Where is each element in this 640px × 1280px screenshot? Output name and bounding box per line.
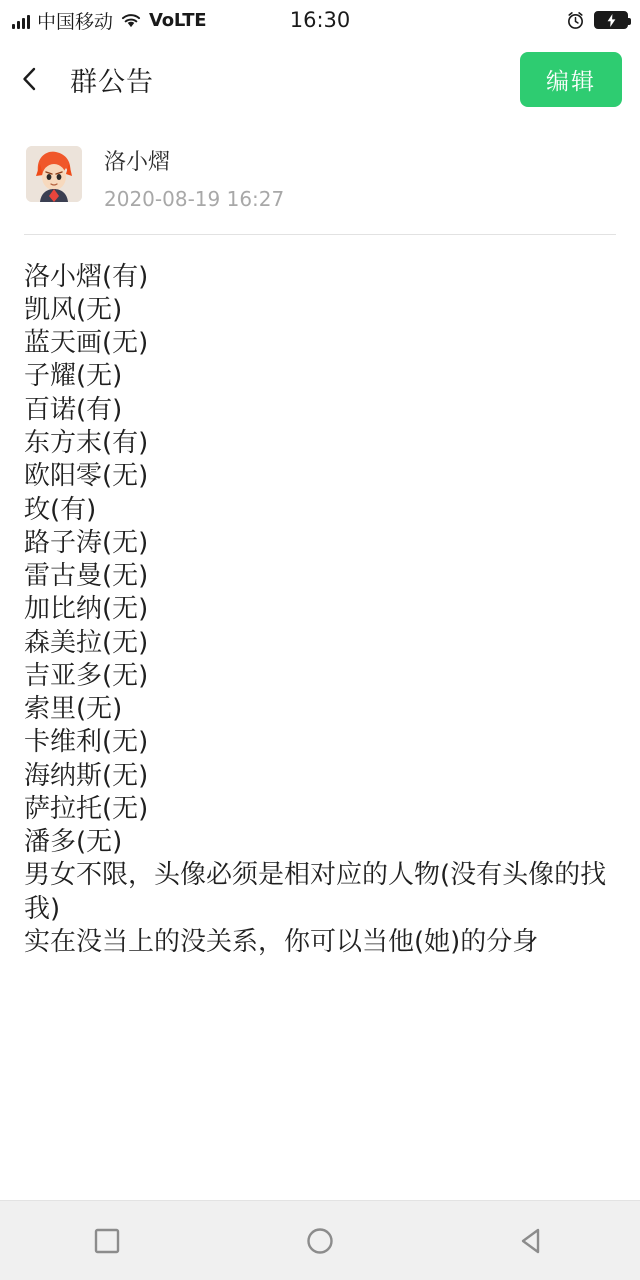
recents-square-icon[interactable] [90,1224,124,1258]
author-row [24,118,616,234]
announcement-line: 男女不限，头像必须是相对应的人物(没有头像的找我) [24,860,607,924]
announcement-content [0,118,640,1200]
announcement-line: 索里(无) [24,694,123,725]
announcement-line: 百诺(有) [24,394,123,425]
status-clock: 16:30 [289,8,351,32]
announcement-line: 欧阳零(无) [24,461,149,492]
author-name: 洛小熠 [104,150,171,175]
announcement-line: 玫(有) [24,494,97,525]
announcement-line: 萨拉托(无) [24,793,149,824]
status-right-group [566,11,628,30]
page-title: 群公告 [70,66,154,98]
announcement-line: 森美拉(无) [24,627,149,658]
home-circle-icon[interactable] [303,1224,337,1258]
edit-button[interactable]: 编辑 [520,52,622,107]
announcement-line: 路子涛(无) [24,527,149,558]
announcement-line: 海纳斯(无) [24,760,149,791]
announcement-line: 实在没当上的没关系，你可以当他(她)的分身 [24,927,539,957]
announcement-line: 卡维利(无) [24,727,149,758]
signal-bars-icon [12,12,30,29]
status-bar [0,0,640,40]
announcement-line: 凯风(无) [24,294,123,325]
back-button[interactable] [22,59,56,99]
back-triangle-icon[interactable] [516,1224,550,1258]
avatar[interactable] [26,146,82,202]
system-navigation-bar [0,1200,640,1280]
announcement-line: 吉亚多(无) [24,660,149,691]
wifi-icon [120,12,142,29]
carrier-label: 中国移动 [37,10,114,33]
alarm-clock-icon [566,11,585,30]
announcement-line: 蓝天画(无) [24,328,149,359]
author-timestamp: 2020-08-19 16:27 [104,186,285,211]
author-meta [104,146,284,212]
announcement-line: 潘多(无) [24,827,123,858]
volte-label: VoLTE [149,9,207,31]
status-left-group [12,7,206,34]
announcement-line: 子耀(无) [24,361,123,392]
back-chevron-icon [22,67,36,91]
announcement-text [24,235,616,960]
title-bar [0,40,640,118]
announcement-line: 加比纳(无) [24,594,149,625]
announcement-line: 洛小熠(有) [24,261,149,292]
announcement-line: 雷古曼(无) [24,561,149,592]
battery-charging-icon [594,11,628,29]
announcement-line: 东方末(有) [24,428,149,459]
